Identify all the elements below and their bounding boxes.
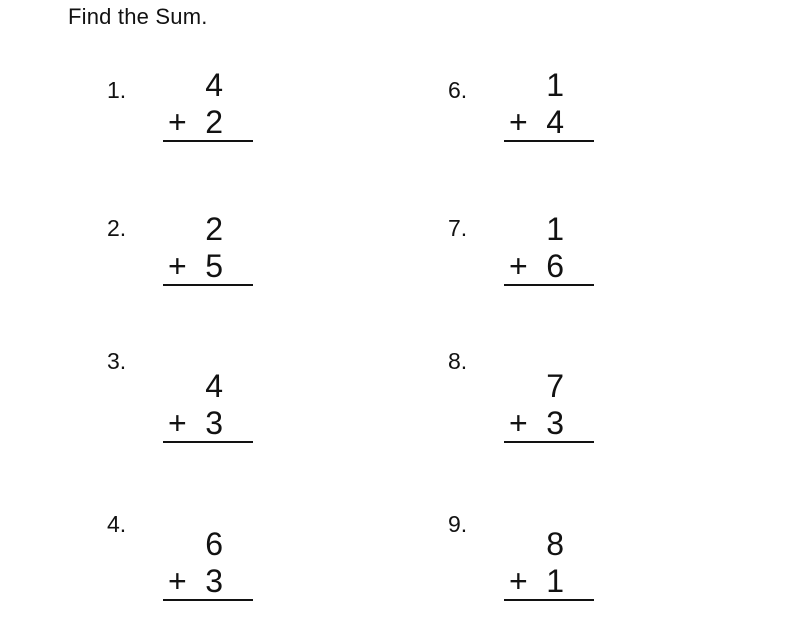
plus-operator: + [509, 104, 528, 140]
problem-body [163, 367, 253, 443]
answer-line [163, 441, 253, 443]
top-addend: 8 [546, 526, 564, 562]
bottom-addend: 2 [205, 104, 223, 140]
top-addend: 2 [205, 211, 223, 247]
problem-number: 8. [448, 348, 468, 374]
problem-body [163, 525, 253, 601]
bottom-addend-row [163, 248, 253, 284]
problem-2 [107, 210, 267, 300]
problem-body [504, 525, 594, 601]
problem-body [163, 210, 253, 286]
top-addend: 4 [205, 67, 223, 103]
bottom-addend-row [163, 405, 253, 441]
bottom-addend-row [504, 563, 594, 599]
bottom-addend-row [504, 104, 594, 140]
plus-operator: + [509, 248, 528, 284]
top-addend: 1 [546, 67, 564, 103]
bottom-addend: 3 [205, 405, 223, 441]
answer-line [504, 441, 594, 443]
worksheet-title: Find the Sum. [68, 4, 208, 29]
problem-6 [448, 66, 608, 156]
bottom-addend: 4 [546, 104, 564, 140]
answer-line [163, 599, 253, 601]
bottom-addend: 3 [546, 405, 564, 441]
top-addend: 6 [205, 526, 223, 562]
problem-number: 9. [448, 511, 468, 537]
plus-operator: + [509, 405, 528, 441]
problem-7 [448, 210, 608, 300]
problem-number: 4. [107, 511, 127, 537]
answer-line [504, 140, 594, 142]
bottom-addend-row [163, 563, 253, 599]
problem-1 [107, 66, 267, 156]
problem-number: 3. [107, 348, 127, 374]
bottom-addend: 6 [546, 248, 564, 284]
problem-8 [448, 348, 608, 457]
top-addend: 7 [546, 368, 564, 404]
problem-number: 7. [448, 215, 468, 241]
bottom-addend: 5 [205, 248, 223, 284]
answer-line [504, 599, 594, 601]
bottom-addend-row [504, 248, 594, 284]
bottom-addend-row [504, 405, 594, 441]
problem-body [163, 66, 253, 142]
bottom-addend: 3 [205, 563, 223, 599]
problem-body [504, 367, 594, 443]
problem-number: 6. [448, 77, 468, 103]
problem-4 [107, 511, 267, 615]
problem-9 [448, 511, 608, 615]
bottom-addend: 1 [546, 563, 564, 599]
plus-operator: + [168, 405, 187, 441]
problem-body [504, 66, 594, 142]
problem-3 [107, 348, 267, 457]
problem-body [504, 210, 594, 286]
plus-operator: + [509, 563, 528, 599]
top-addend: 1 [546, 211, 564, 247]
plus-operator: + [168, 104, 187, 140]
plus-operator: + [168, 563, 187, 599]
problem-number: 1. [107, 77, 127, 103]
top-addend: 4 [205, 368, 223, 404]
plus-operator: + [168, 248, 187, 284]
problem-number: 2. [107, 215, 127, 241]
bottom-addend-row [163, 104, 253, 140]
answer-line [163, 284, 253, 286]
answer-line [504, 284, 594, 286]
answer-line [163, 140, 253, 142]
